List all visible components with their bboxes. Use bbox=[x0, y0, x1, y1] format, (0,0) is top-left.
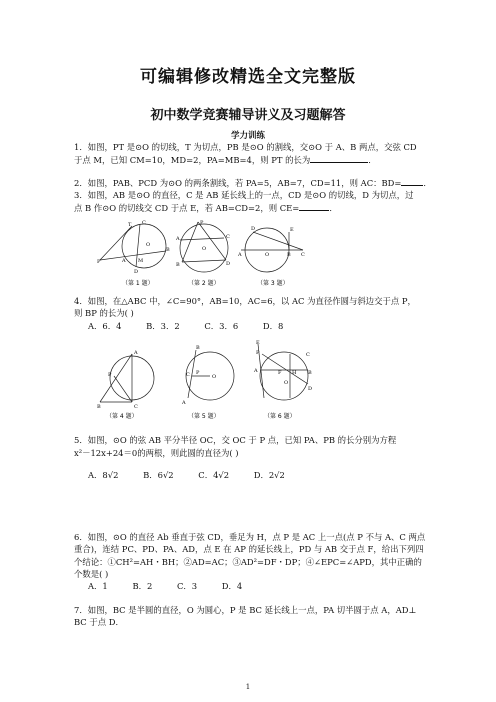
figure-5-diagram bbox=[178, 340, 244, 420]
svg-text:T: T bbox=[128, 222, 132, 228]
svg-text:D: D bbox=[134, 269, 139, 275]
option-d: D．8 bbox=[262, 321, 284, 331]
svg-text:P: P bbox=[97, 259, 101, 265]
svg-text:B: B bbox=[196, 345, 200, 351]
problem-7-line-1: 7．如图，BC 是半圆的直径，O 为圆心，P 是 BC 延长线上一点，PA 切半圆于点 A，AD⊥ bbox=[74, 605, 417, 615]
section-heading: 学力训练 bbox=[230, 131, 265, 141]
page-number: 1 bbox=[245, 683, 251, 691]
figure-3-diagram bbox=[237, 218, 307, 288]
svg-text:C: C bbox=[306, 352, 310, 358]
svg-text:A: A bbox=[254, 368, 258, 374]
option-d: D．4 bbox=[221, 581, 243, 591]
svg-text:C: C bbox=[134, 404, 138, 410]
svg-text:B: B bbox=[166, 247, 170, 253]
problem-6-line-4: 个数是( ) bbox=[74, 569, 109, 579]
problem-3-line-1: 3．如图，AB 是⊙O 的直径，C 是 AB 延长线上的一点，CD 是⊙O 的切线，D 为切点，过 bbox=[74, 190, 414, 200]
problem-1-line-2: 于点 M，已知 CM=10，MD=2，PA=MB=4，则 PT 的长为 ． bbox=[74, 155, 377, 165]
document-subtitle: 初中数学竞赛辅导讲义及习题解答 bbox=[150, 108, 346, 123]
option-b: B．3．2 bbox=[146, 321, 180, 331]
figure-3-caption: （第 3 题） bbox=[257, 280, 289, 287]
svg-text:A: A bbox=[182, 400, 186, 406]
problem-6-line-3: 个结论：①CH²=AH・BH；②AD=AC；③AD²=DF・DP；④∠EPC=∠APD，其中正确的 bbox=[74, 557, 422, 567]
svg-text:O: O bbox=[146, 242, 151, 248]
problem-4-line-2: 则 BP 的长为( ) bbox=[74, 308, 134, 318]
figure-1-caption: （第 1 题） bbox=[122, 280, 154, 287]
svg-text:P: P bbox=[256, 350, 260, 356]
figure-2-caption: （第 2 题） bbox=[188, 280, 220, 287]
problem-4-line-1: 4．如图，在△ABC 中，∠C=90°，AB=10，AC=6，以 AC 为直径作圆与斜边交于点 P， bbox=[74, 296, 416, 306]
svg-text:A: A bbox=[134, 350, 138, 356]
figure-2-diagram bbox=[172, 218, 236, 288]
svg-text:P: P bbox=[108, 372, 112, 378]
answer-blank bbox=[299, 201, 329, 211]
figure-4-caption: （第 4 题） bbox=[106, 413, 138, 420]
answer-blank bbox=[310, 153, 368, 163]
svg-text:P: P bbox=[200, 220, 204, 226]
svg-text:F: F bbox=[278, 370, 282, 376]
svg-text:B: B bbox=[97, 404, 101, 410]
problem-6-line-1: 6．如图，⊙O 的直径 Ab 垂直于弦 CD，垂足为 H，点 P 是 AC 上一点(点 P 不与 A、C 两点 bbox=[74, 532, 426, 542]
figure-1-diagram bbox=[96, 218, 176, 288]
problem-1-line-1: 1．如图，PT 是⊙O 的切线，T 为切点，PB 是⊙O 的割线，交⊙O 于 A、B 两点，交弦 CD bbox=[74, 142, 417, 152]
svg-text:D: D bbox=[226, 261, 231, 267]
figure-4-diagram bbox=[96, 340, 172, 420]
option-b: B．6√2 bbox=[143, 470, 174, 480]
svg-text:C: C bbox=[186, 372, 190, 378]
option-c: C．4√2 bbox=[198, 470, 230, 480]
svg-text:P: P bbox=[196, 370, 200, 376]
option-a: A．6．4 bbox=[88, 321, 122, 331]
document-title: 可编辑修改精选全文完整版 bbox=[140, 67, 356, 87]
option-b: B．2 bbox=[132, 581, 153, 591]
problem-6-options bbox=[88, 580, 448, 592]
answer-blank bbox=[401, 176, 423, 186]
svg-text:D: D bbox=[251, 226, 256, 232]
svg-text:B: B bbox=[308, 370, 312, 376]
problem-5-options bbox=[88, 469, 448, 481]
problem-5-line-1: 5．如图，⊙O 的弦 AB 平分半径 OC，交 OC 于 P 点，已知 PA、PB 的长分别为方程 bbox=[74, 435, 397, 445]
svg-text:C: C bbox=[301, 252, 305, 258]
svg-text:B: B bbox=[176, 262, 180, 268]
svg-text:O: O bbox=[265, 252, 270, 258]
option-c: C．3．6 bbox=[204, 321, 239, 331]
svg-text:O: O bbox=[284, 380, 289, 386]
svg-text:E: E bbox=[256, 340, 260, 346]
option-a: A．1 bbox=[88, 581, 108, 591]
svg-text:A: A bbox=[176, 236, 180, 242]
figure-5-caption: （第 5 题） bbox=[188, 413, 220, 420]
svg-text:D: D bbox=[308, 386, 313, 392]
svg-text:A: A bbox=[238, 252, 242, 258]
problem-7-line-2: BC 于点 D． bbox=[74, 617, 124, 627]
svg-text:C: C bbox=[142, 220, 146, 226]
svg-text:H: H bbox=[292, 370, 297, 376]
problem-4-options bbox=[88, 320, 448, 332]
option-a: A．8√2 bbox=[88, 470, 119, 480]
figure-6-diagram bbox=[250, 340, 320, 420]
svg-text:A: A bbox=[122, 258, 126, 264]
problem-3-line-2: 点 B 作⊙O 的切线交 CD 于点 E，若 AB=CD=2，则 CE= ． bbox=[74, 203, 338, 213]
svg-text:O: O bbox=[202, 246, 207, 252]
svg-text:M: M bbox=[138, 258, 144, 264]
problem-5-line-2: x²－12x+24＝0的两根，则此圆的直径为( ) bbox=[74, 448, 239, 458]
svg-text:C: C bbox=[226, 234, 230, 240]
figure-6-caption: （第 6 题） bbox=[264, 413, 296, 420]
option-d: D．2√2 bbox=[253, 470, 285, 480]
problem-2-line-1: 2．如图，PAB、PCD 为⊙O 的两条割线，若 PA=5，AB=7，CD=11，则 AC：BD= ． bbox=[74, 178, 432, 188]
option-c: C．3 bbox=[176, 581, 198, 591]
svg-text:E: E bbox=[290, 227, 294, 233]
problem-6-line-2: 重合)，连结 PC、PD、PA、AD，点 E 在 AP 的延长线上，PD 与 AB 交于点 F，给出下列四 bbox=[74, 544, 424, 554]
svg-text:B: B bbox=[287, 252, 291, 258]
svg-text:O: O bbox=[212, 374, 217, 380]
